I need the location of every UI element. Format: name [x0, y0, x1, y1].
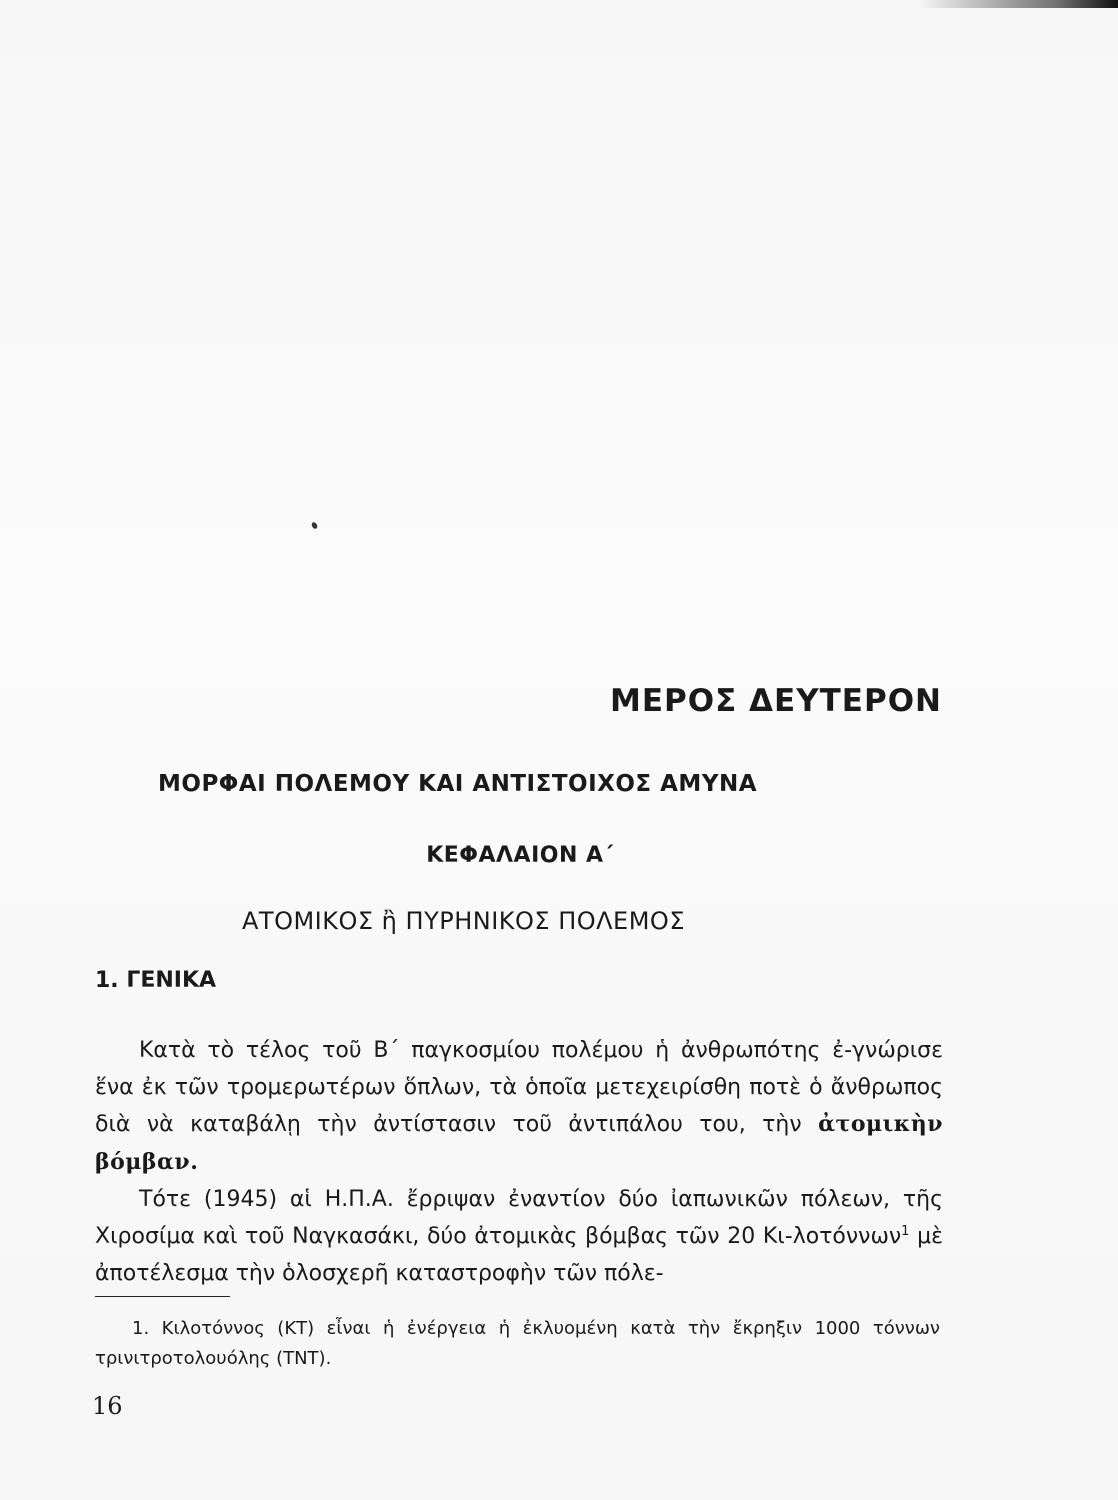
paragraph-2 [95, 1181, 943, 1293]
section-title: ΜΟΡΦΑΙ ΠΟΛΕΜΟΥ ΚΑΙ ΑΝΤΙΣΤΟΙΧΟΣ ΑΜΥΝΑ [158, 771, 758, 797]
footnote-reference: 1 [901, 1224, 910, 1240]
footnote-text: 1. Κιλοτόννος (ΚΤ) εἶναι ἡ ἐνέργεια ἡ ἐκλυομένη κατὰ τὴν ἔκρηξιν 1000 τόννων τρινιτροτολουόλης (ΤΝΤ). [95, 1318, 940, 1369]
chapter-label-text: ΚΕΦΑΛΑΙΟΝ Α΄ [426, 843, 614, 868]
part-title: ΜΕΡΟΣ ΔΕΥΤΕΡΟΝ [609, 683, 942, 719]
paragraph-1-text: Κατὰ τὸ τέλος τοῦ Β΄ παγκοσμίου πολέμου ἡ ἀνθρωπότης ἐ-γνώρισε ἕνα ἐκ τῶν τρομερωτέρων ὅπλων, τὰ ὁποῖα μετεχειρίσθη ποτὲ ὁ ἄνθρωπος διὰ νὰ καταβάλῃ τὴν ἀντίστασιν τοῦ ἀντιπάλου του, τὴν [95, 1038, 943, 1138]
subsection-heading: 1. ΓΕΝΙΚΑ [95, 968, 217, 993]
chapter-title: ΑΤΟΜΙΚΟΣ ἢ ΠΥΡΗΝΙΚΟΣ ΠΟΛΕΜΟΣ [242, 907, 685, 935]
paragraph-1 [95, 1032, 943, 1181]
footnote [95, 1314, 940, 1374]
chapter-label [0, 843, 1040, 868]
emphasized-term: ἀτομικὴν βόμβαν. [95, 1111, 943, 1175]
paragraph-2-text-b: μὲ ἀποτέλεσμα τὴν ὁλοσχερῆ καταστροφὴν τῶν πόλε- [95, 1224, 943, 1287]
scan-edge-shadow [918, 0, 1118, 8]
page-number: 16 [92, 1392, 123, 1420]
body-text [95, 1032, 943, 1292]
ink-speck [311, 521, 319, 530]
paragraph-2-text-a: Τότε (1945) αἱ Η.Π.Α. ἔρριψαν ἐναντίον δύο ἰαπωνικῶν πόλεων, τῆς Χιροσίμα καὶ τοῦ Ναγκασάκι, δύο ἀτομικὰς βόμβας τῶν 20 Κι-λοτόννων [95, 1186, 943, 1250]
footnote-separator [95, 1296, 230, 1297]
